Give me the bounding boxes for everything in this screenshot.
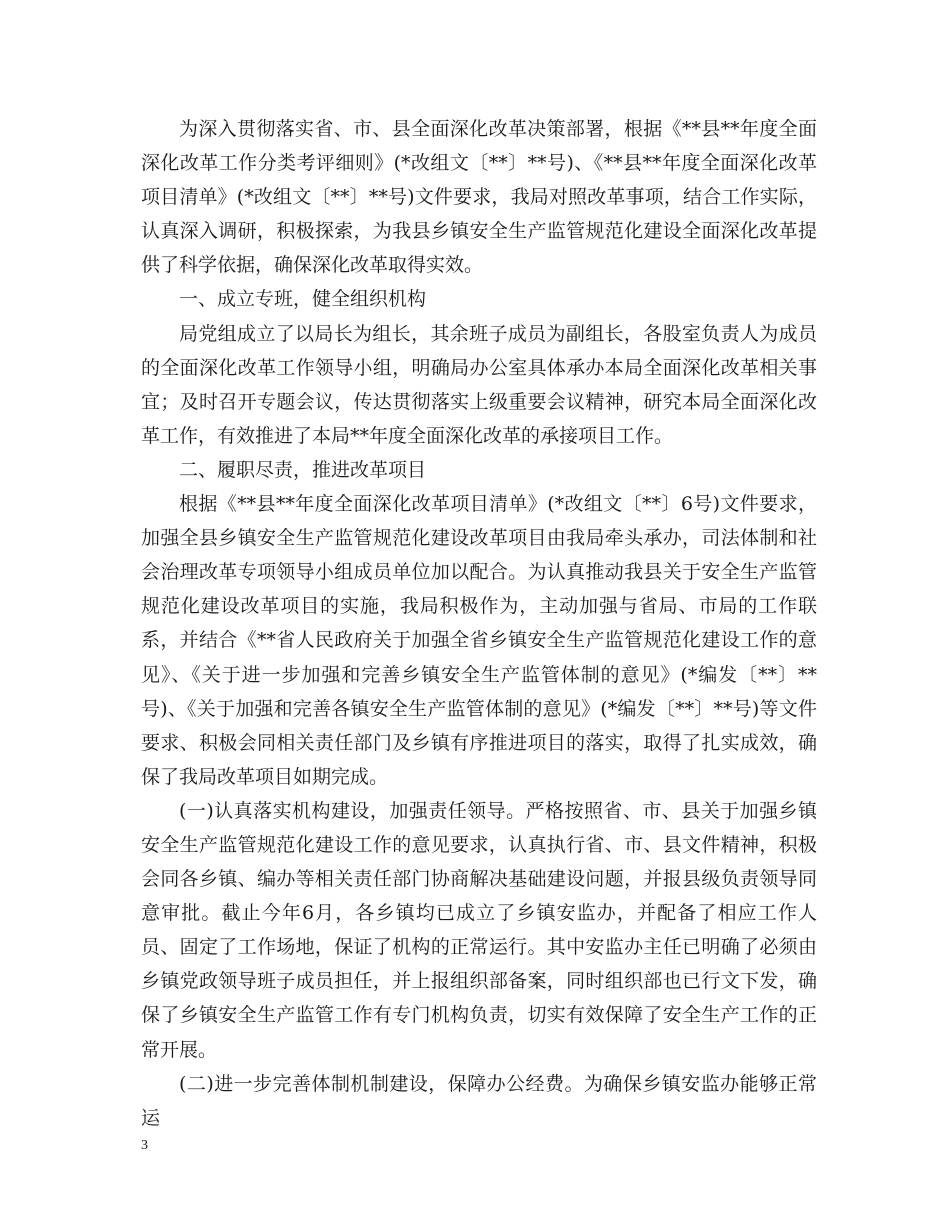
paragraph-subsection-2: (二)进一步完善体制机制建设，保障办公经费。为确保乡镇安监办能够正常运 [141, 1072, 817, 1129]
paragraph-section-1: 局党组成立了以局长为组长，其余班子成员为副组长，各股室负责人为成员的全面深化改革工作领导小组，明确局办公室具体承办本局全面深化改革相关事宜；及时召开专题会议，传达贯彻落实上级重要会议精神，研究本局全面深化改革工作，有效推进了本局**年度全面深化改革的承接项目工作。 [141, 322, 817, 447]
paragraph-subsection-1: (一)认真落实机构建设，加强责任领导。严格按照省、市、县关于加强乡镇安全生产监管规范化建设工作的意见要求，认真执行省、市、县文件精神，积极会同各乡镇、编办等相关责任部门协商解决基础建设问题，并报县级负责领导同意审批。截止今年6月，各乡镇均已成立了乡镇安监办，并配备了相应工作人员、固定了工作场地，保证了机构的正常运行。其中安监办主任已明确了必须由乡镇党政领导班子成员担任，并上报组织部备案，同时组织部也已行文下发，确保了乡镇安全生产监管工作有专门机构负责，切实有效保障了安全生产工作的正常开展。 [141, 799, 817, 1061]
paragraph-intro: 为深入贯彻落实省、市、县全面深化改革决策部署，根据《**县**年度全面深化改革工作分类考评细则》(*改组文〔**〕**号)、《**县**年度全面深化改革项目清单》(*改组文〔**〕**号)文件要求，我局对照改革事项，结合工作实际，认真深入调研，积极探索，为我县乡镇安全生产监管规范化建设全面深化改革提供了科学依据，确保深化改革取得实效。 [141, 118, 817, 277]
page-number: 3 [141, 1138, 148, 1153]
section-heading-2: 二、履职尽责，推进改革项目 [179, 458, 427, 481]
section-heading-1: 一、成立专班，健全组织机构 [179, 288, 427, 311]
paragraph-section-2: 根据《**县**年度全面深化改革项目清单》(*改组文〔**〕6号)文件要求，加强全县乡镇安全生产监管规范化建设改革项目由我局牵头承办，司法体制和社会治理改革专项领导小组成员单位加以配合。为认真推动我县关于安全生产监管规范化建设改革项目的实施，我局积极作为，主动加强与省局、市局的工作联系，并结合《**省人民政府关于加强全省乡镇安全生产监管规范化建设工作的意见》、《关于进一步加强和完善乡镇安全生产监管体制的意见》(*编发〔**〕**号)、《关于加强和完善各镇安全生产监管体制的意见》(*编发〔**〕**号)等文件要求、积极会同相关责任部门及乡镇有序推进项目的落实，取得了扎实成效，确保了我局改革项目如期完成。 [141, 493, 817, 788]
document-body [141, 112, 817, 1135]
